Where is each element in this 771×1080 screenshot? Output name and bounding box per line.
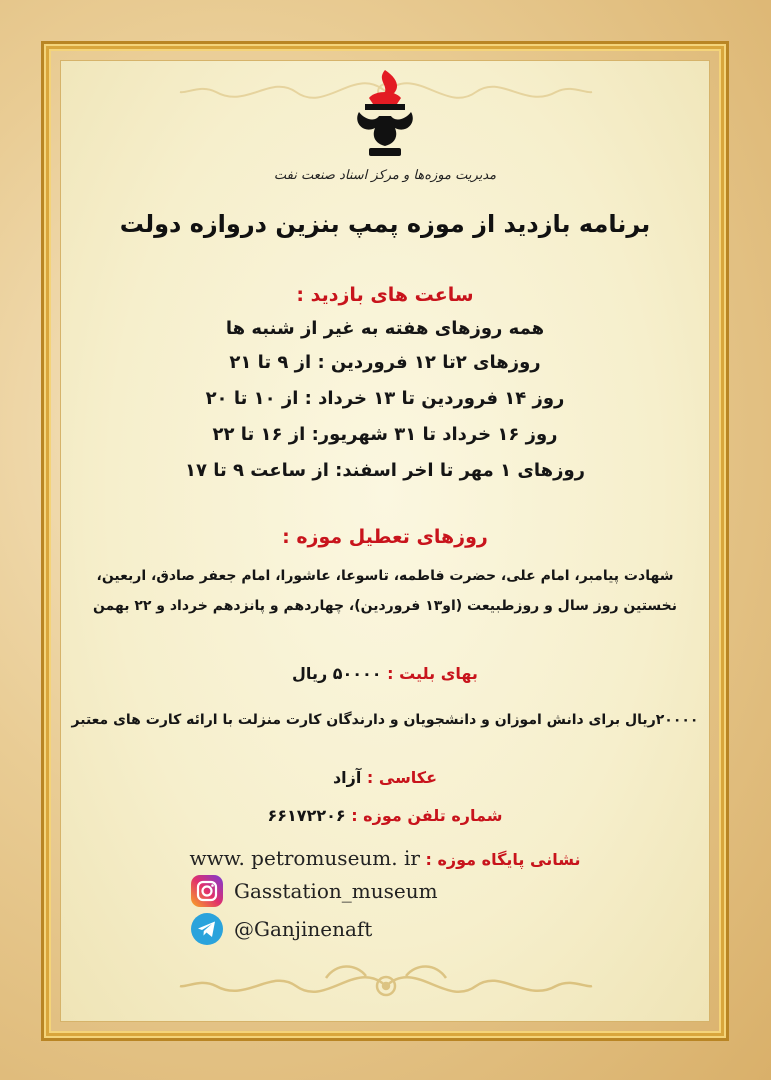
website-label: نشانی پایگاه موزه :	[425, 850, 581, 869]
photography-value: آزاد	[332, 768, 362, 787]
closed-days-heading: روزهای تعطیل موزه :	[282, 526, 488, 548]
poster-content	[70, 64, 700, 1014]
telegram-handle[interactable]: @Ganjinenaft	[234, 917, 373, 941]
visiting-hours-line: روز ۱۴ فروردین تا ۱۳ خرداد : از ۱۰ تا ۲۰	[205, 388, 565, 409]
ticket-discount-line: ۲۰۰۰۰ریال برای دانش اموزان و دانشجویان و دارندگان کارت منزلت با ارائه کارت های معتبر	[71, 712, 699, 728]
closed-days-line: نخستین روز سال و روزطبیعت (او۱۳ فروردین)، چهاردهم و پانزدهم خرداد و ۲۲ بهمن	[92, 598, 678, 614]
oil-industry-flame-logo	[345, 68, 425, 160]
photography-row	[70, 768, 700, 787]
telegram-icon	[190, 912, 224, 946]
phone-row	[70, 806, 700, 825]
ticket-price-value: ۵۰۰۰۰ ریال	[292, 664, 382, 683]
instagram-icon	[190, 874, 224, 908]
phone-number[interactable]: ۶۶۱۷۲۲۰۶	[267, 806, 346, 825]
website-row	[70, 846, 700, 870]
phone-label: شماره تلفن موزه :	[351, 806, 503, 825]
ticket-price-label: بهای بلیت :	[387, 664, 478, 683]
visiting-hours-line: روزهای ۱ مهر تا اخر اسفند: از ساعت ۹ تا ۱۷	[184, 460, 586, 481]
visiting-hours-line: روزهای ۲تا ۱۲ فروردین : از ۹ تا ۲۱	[229, 352, 541, 373]
organization-name: مدیریت موزه‌ها و مرکز اسناد صنعت نفت	[273, 168, 497, 183]
closed-days-line: شهادت پیامبر، امام علی، حضرت فاطمه، تاسوعا، عاشورا، امام جعفر صادق، اربعین،	[96, 568, 674, 584]
ticket-price-row	[70, 664, 700, 683]
website-link[interactable]: www. petromuseum. ir	[189, 846, 420, 870]
visiting-hours-line: همه روزهای هفته به غیر از شنبه ها	[225, 318, 545, 339]
page-title: برنامه بازدید از موزه پمپ بنزین دروازه دولت	[119, 210, 651, 238]
instagram-handle[interactable]: Gasstation_museum	[234, 879, 438, 903]
telegram-row[interactable]	[190, 912, 372, 946]
instagram-row[interactable]	[190, 874, 438, 908]
photography-label: عکاسی :	[366, 768, 438, 787]
visiting-hours-heading: ساعت های بازدید :	[296, 284, 474, 306]
visiting-hours-line: روز ۱۶ خرداد تا ۳۱ شهریور: از ۱۶ تا ۲۲	[212, 424, 558, 445]
